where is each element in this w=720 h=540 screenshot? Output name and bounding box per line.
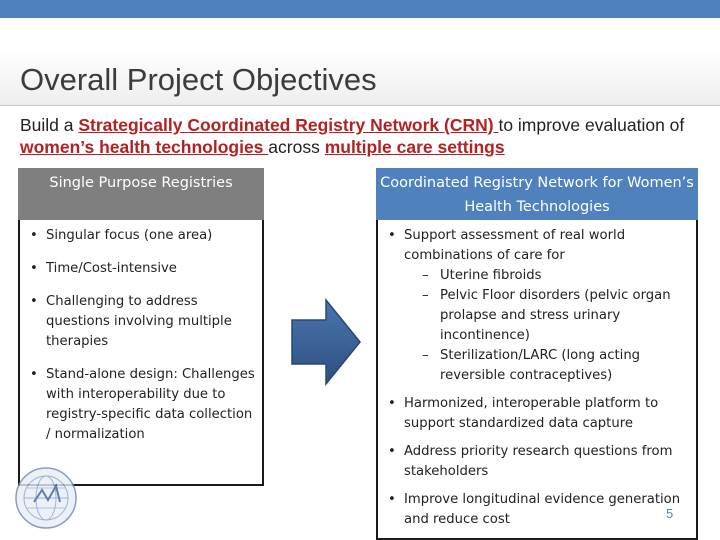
single-purpose-registries-panel bbox=[18, 168, 264, 486]
subtitle-highlight-crn: Strategically Coordinated Registry Network (CRN) bbox=[78, 115, 499, 135]
subtitle-highlight-care-settings: multiple care settings bbox=[324, 137, 505, 157]
sub-bullet-list bbox=[404, 266, 690, 386]
sub-item-text: Uterine fibroids bbox=[440, 268, 542, 283]
slide-title: Overall Project Objectives bbox=[20, 62, 377, 97]
globe-seal-logo bbox=[12, 462, 80, 534]
top-accent-bar bbox=[0, 0, 720, 18]
coordinated-registry-network-panel bbox=[376, 168, 698, 540]
list-item: • Harmonized, interoperable platform to support standardized data capture bbox=[384, 394, 690, 434]
list-item: • Challenging to address questions involving multiple therapies bbox=[26, 292, 256, 352]
left-bullet-list bbox=[26, 226, 256, 445]
sub-list-item: – Sterilization/LARC (long acting reversible contraceptives) bbox=[422, 348, 641, 383]
list-item: • Improve longitudinal evidence generation and reduce cost bbox=[384, 490, 690, 530]
right-arrow-icon bbox=[290, 298, 362, 386]
right-column-body bbox=[376, 220, 698, 540]
right-column-header: Coordinated Registry Network for Women’s Health Technologies bbox=[376, 168, 698, 220]
sub-list-item: – Uterine fibroids bbox=[422, 268, 542, 283]
sub-list-item: – Pelvic Floor disorders (pelvic organ prolapse and stress urinary incontinence) bbox=[422, 288, 671, 343]
list-item: • Address priority research questions from stakeholders bbox=[384, 442, 690, 482]
sub-item-text: Pelvic Floor disorders (pelvic organ prolapse and stress urinary incontinence) bbox=[440, 288, 671, 343]
subtitle-part: across bbox=[268, 137, 325, 157]
left-column-header: Single Purpose Registries bbox=[18, 168, 264, 220]
subtitle-highlight-womens-health: women’s health technologies bbox=[20, 137, 269, 157]
list-item: • Time/Cost-intensive bbox=[26, 259, 256, 279]
bullet-text: Support assessment of real world combinations of care for bbox=[404, 228, 626, 263]
list-item: • Stand-alone design: Challenges with interoperability due to registry-specific data collection / normalization bbox=[26, 365, 256, 445]
slide-subtitle bbox=[20, 114, 710, 158]
list-item bbox=[384, 226, 690, 386]
subtitle-part: Build a bbox=[20, 115, 79, 135]
right-bullet-list bbox=[384, 226, 690, 530]
left-column-body bbox=[18, 220, 264, 486]
page-number: 5 bbox=[666, 506, 674, 521]
subtitle-part: to improve evaluation of bbox=[498, 115, 685, 135]
list-item: • Singular focus (one area) bbox=[26, 226, 256, 246]
sub-item-text: Sterilization/LARC (long acting reversible contraceptives) bbox=[440, 348, 641, 383]
